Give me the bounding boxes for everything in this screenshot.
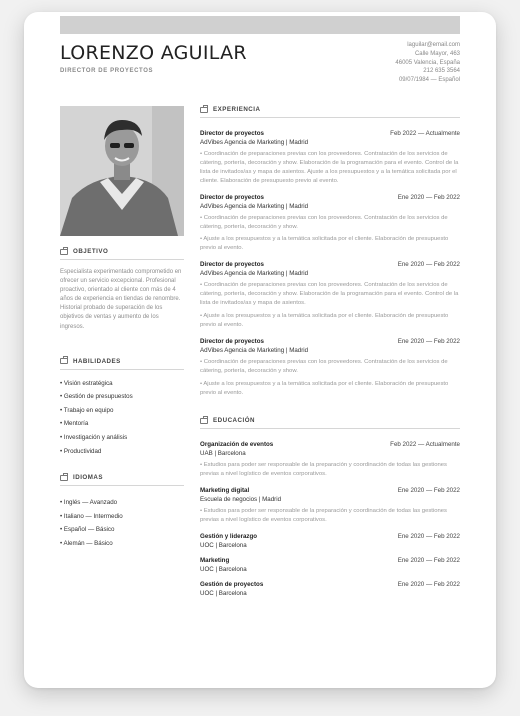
job-title: Director de proyectos: [200, 130, 264, 137]
languages-heading: [60, 474, 184, 486]
briefcase-icon: [60, 475, 68, 481]
education-title: Organización de eventos: [200, 441, 274, 449]
education-org: Escuela de negocios | Madrid: [200, 496, 282, 504]
job-org: AdVibes Agencia de Marketing | Madrid: [200, 346, 309, 354]
job-title: Director de proyectos: [200, 261, 264, 269]
contact-block: [395, 41, 460, 85]
job-bullet: • Coordinación de preparaciones previas con los proveedores. Contratación de los servicios de cátering, portería, decoración y show.: [200, 358, 448, 374]
right-column: [200, 106, 460, 597]
contact-city: 46005 Valencia, España: [395, 59, 460, 66]
briefcase-icon: [200, 107, 208, 113]
job-org: AdVibes Agencia de Marketing | Madrid: [200, 270, 309, 278]
job-bullet: • Coordinación de preparaciones previas con los proveedores. Contratación de los servicios de cátering, portería, decoración y show.: [200, 214, 448, 230]
education-date: Ene 2020 — Feb 2022: [397, 557, 460, 565]
job-bullet: • Ajuste a los presupuestos y a la temática solicitada por el cliente. Elaboración de presupuesto previo al evento.: [200, 236, 449, 252]
objective-section: [60, 248, 184, 332]
job-bullet: • Coordinación de preparaciones previas con los proveedores. Contratación de los servicios de cátering, portería, decoración y show. Elaboración de la programación para el evento. Control de la lista de invitados/as y mapa de asientos. Ajuste a los presupuestos y a la temática solicitada por el cliente. Elaboración de presupuesto previo al evento.: [200, 151, 459, 184]
skill-item: • Trabajo en equipo: [60, 406, 114, 414]
job-date: Ene 2020 — Feb 2022: [397, 193, 460, 201]
education-entry: [200, 487, 460, 525]
language-item: • Español — Básico: [60, 526, 115, 534]
job-title: Director de proyectos: [200, 193, 264, 201]
contact-address: Calle Mayor, 463: [414, 50, 460, 57]
job-org: AdVibes Agencia de Marketing | Madrid: [200, 139, 309, 146]
experience-heading: [200, 106, 460, 118]
education-date: Ene 2020 — Feb 2022: [397, 533, 460, 541]
experience-heading-label: EXPERIENCIA: [213, 106, 261, 113]
person-role: DIRECTOR DE PROYECTOS: [60, 68, 154, 74]
job-bullet: • Coordinación de preparaciones previas con los proveedores. Contratación de los servicios de cátering, portería, decoración y show. Elaboración de la programación para el evento. Control de la lista de invitados/as y mapa de asientos.: [200, 282, 459, 307]
contact-email[interactable]: laguilar@email.com: [407, 42, 460, 48]
education-heading-label: EDUCACIÓN: [213, 417, 255, 425]
profile-photo: [60, 106, 184, 236]
job-date: Ene 2020 — Feb 2022: [397, 337, 460, 345]
education-entry: [200, 533, 460, 549]
languages-heading-label: IDIOMAS: [73, 474, 103, 482]
job-bullet: • Ajuste a los presupuestos y a la temática solicitada por el cliente. Elaboración de presupuesto previo al evento.: [200, 312, 449, 328]
education-org: UOC | Barcelona: [200, 542, 247, 550]
education-entry: [200, 581, 460, 597]
skills-heading: [60, 358, 184, 370]
left-column: [60, 248, 184, 551]
education-entry: [200, 441, 460, 479]
skills-heading-label: HABILIDADES: [73, 357, 121, 365]
briefcase-icon: [60, 249, 68, 255]
skills-list: [60, 377, 184, 459]
job-date: Ene 2020 — Feb 2022: [397, 261, 460, 269]
top-bar: [60, 16, 460, 34]
education-org: UAB | Barcelona: [200, 450, 246, 458]
job-org: AdVibes Agencia de Marketing | Madrid: [200, 202, 309, 210]
profile-photo-illustration: [60, 106, 184, 236]
person-name: LORENZO AGUILAR: [60, 42, 247, 64]
education-date: Ene 2020 — Feb 2022: [397, 487, 460, 495]
education-title: Marketing: [200, 557, 230, 565]
job-entry: [200, 194, 460, 254]
language-item: • Italiano — Intermedio: [60, 512, 123, 520]
job-entry: [200, 261, 460, 330]
contact-birthdate: 09/07/1984 — Español: [398, 77, 460, 84]
objective-text: Especialista experimentado comprometido en ofrecer un servicio excepcional. Profesional proactivo, orientado al cliente con más de 4 años de experiencia en tiendas de renombre. Historial probado de superación de los objetivos de ventas y aumento de los ingresos.: [60, 269, 182, 330]
skill-item: • Visión estratégica: [60, 379, 113, 387]
skill-item: • Productividad: [60, 447, 102, 455]
education-date: Ene 2020 — Feb 2022: [397, 581, 460, 589]
objective-heading-label: OBJETIVO: [73, 248, 109, 255]
education-bullet: • Estudios para poder ser responsable de la preparación y coordinación de todas las gestiones previas a nivel logístico de eventos corporativos.: [200, 508, 448, 524]
job-title: Director de proyectos: [200, 337, 264, 345]
job-entry: [200, 130, 460, 186]
briefcase-icon: [60, 358, 68, 364]
skill-item: • Mentoría: [60, 420, 89, 428]
education-heading: [200, 417, 460, 429]
skills-section: [60, 358, 184, 459]
job-entry: [200, 338, 460, 398]
resume-sheet: [24, 12, 496, 688]
education-title: Marketing digital: [200, 487, 250, 495]
languages-list: [60, 496, 184, 550]
languages-section: [60, 474, 184, 550]
job-date: Feb 2022 — Actualmente: [390, 130, 460, 137]
objective-heading: [60, 248, 184, 260]
education-bullet: • Estudios para poder ser responsable de la preparación y coordinación de todas las gestiones previas a nivel logístico de eventos corporativos.: [200, 462, 448, 478]
education-date: Feb 2022 — Actualmente: [390, 441, 460, 449]
contact-phone: 212 635 3564: [423, 68, 460, 75]
education-org: UOC | Barcelona: [200, 566, 247, 574]
language-item: • Alemán — Básico: [60, 540, 113, 547]
skill-item: • Investigación y análisis: [60, 434, 128, 442]
education-title: Gestión de proyectos: [200, 581, 264, 589]
briefcase-icon: [200, 418, 208, 424]
education-org: UOC | Barcelona: [200, 590, 247, 598]
education-entry: [200, 557, 460, 573]
education-title: Gestión y liderazgo: [200, 533, 258, 541]
language-item: • Inglés — Avanzado: [60, 499, 118, 507]
job-bullet: • Ajuste a los presupuestos y a la temática solicitada por el cliente. Elaboración de presupuesto previo al evento.: [200, 380, 449, 396]
skill-item: • Gestión de presupuestos: [60, 393, 133, 401]
